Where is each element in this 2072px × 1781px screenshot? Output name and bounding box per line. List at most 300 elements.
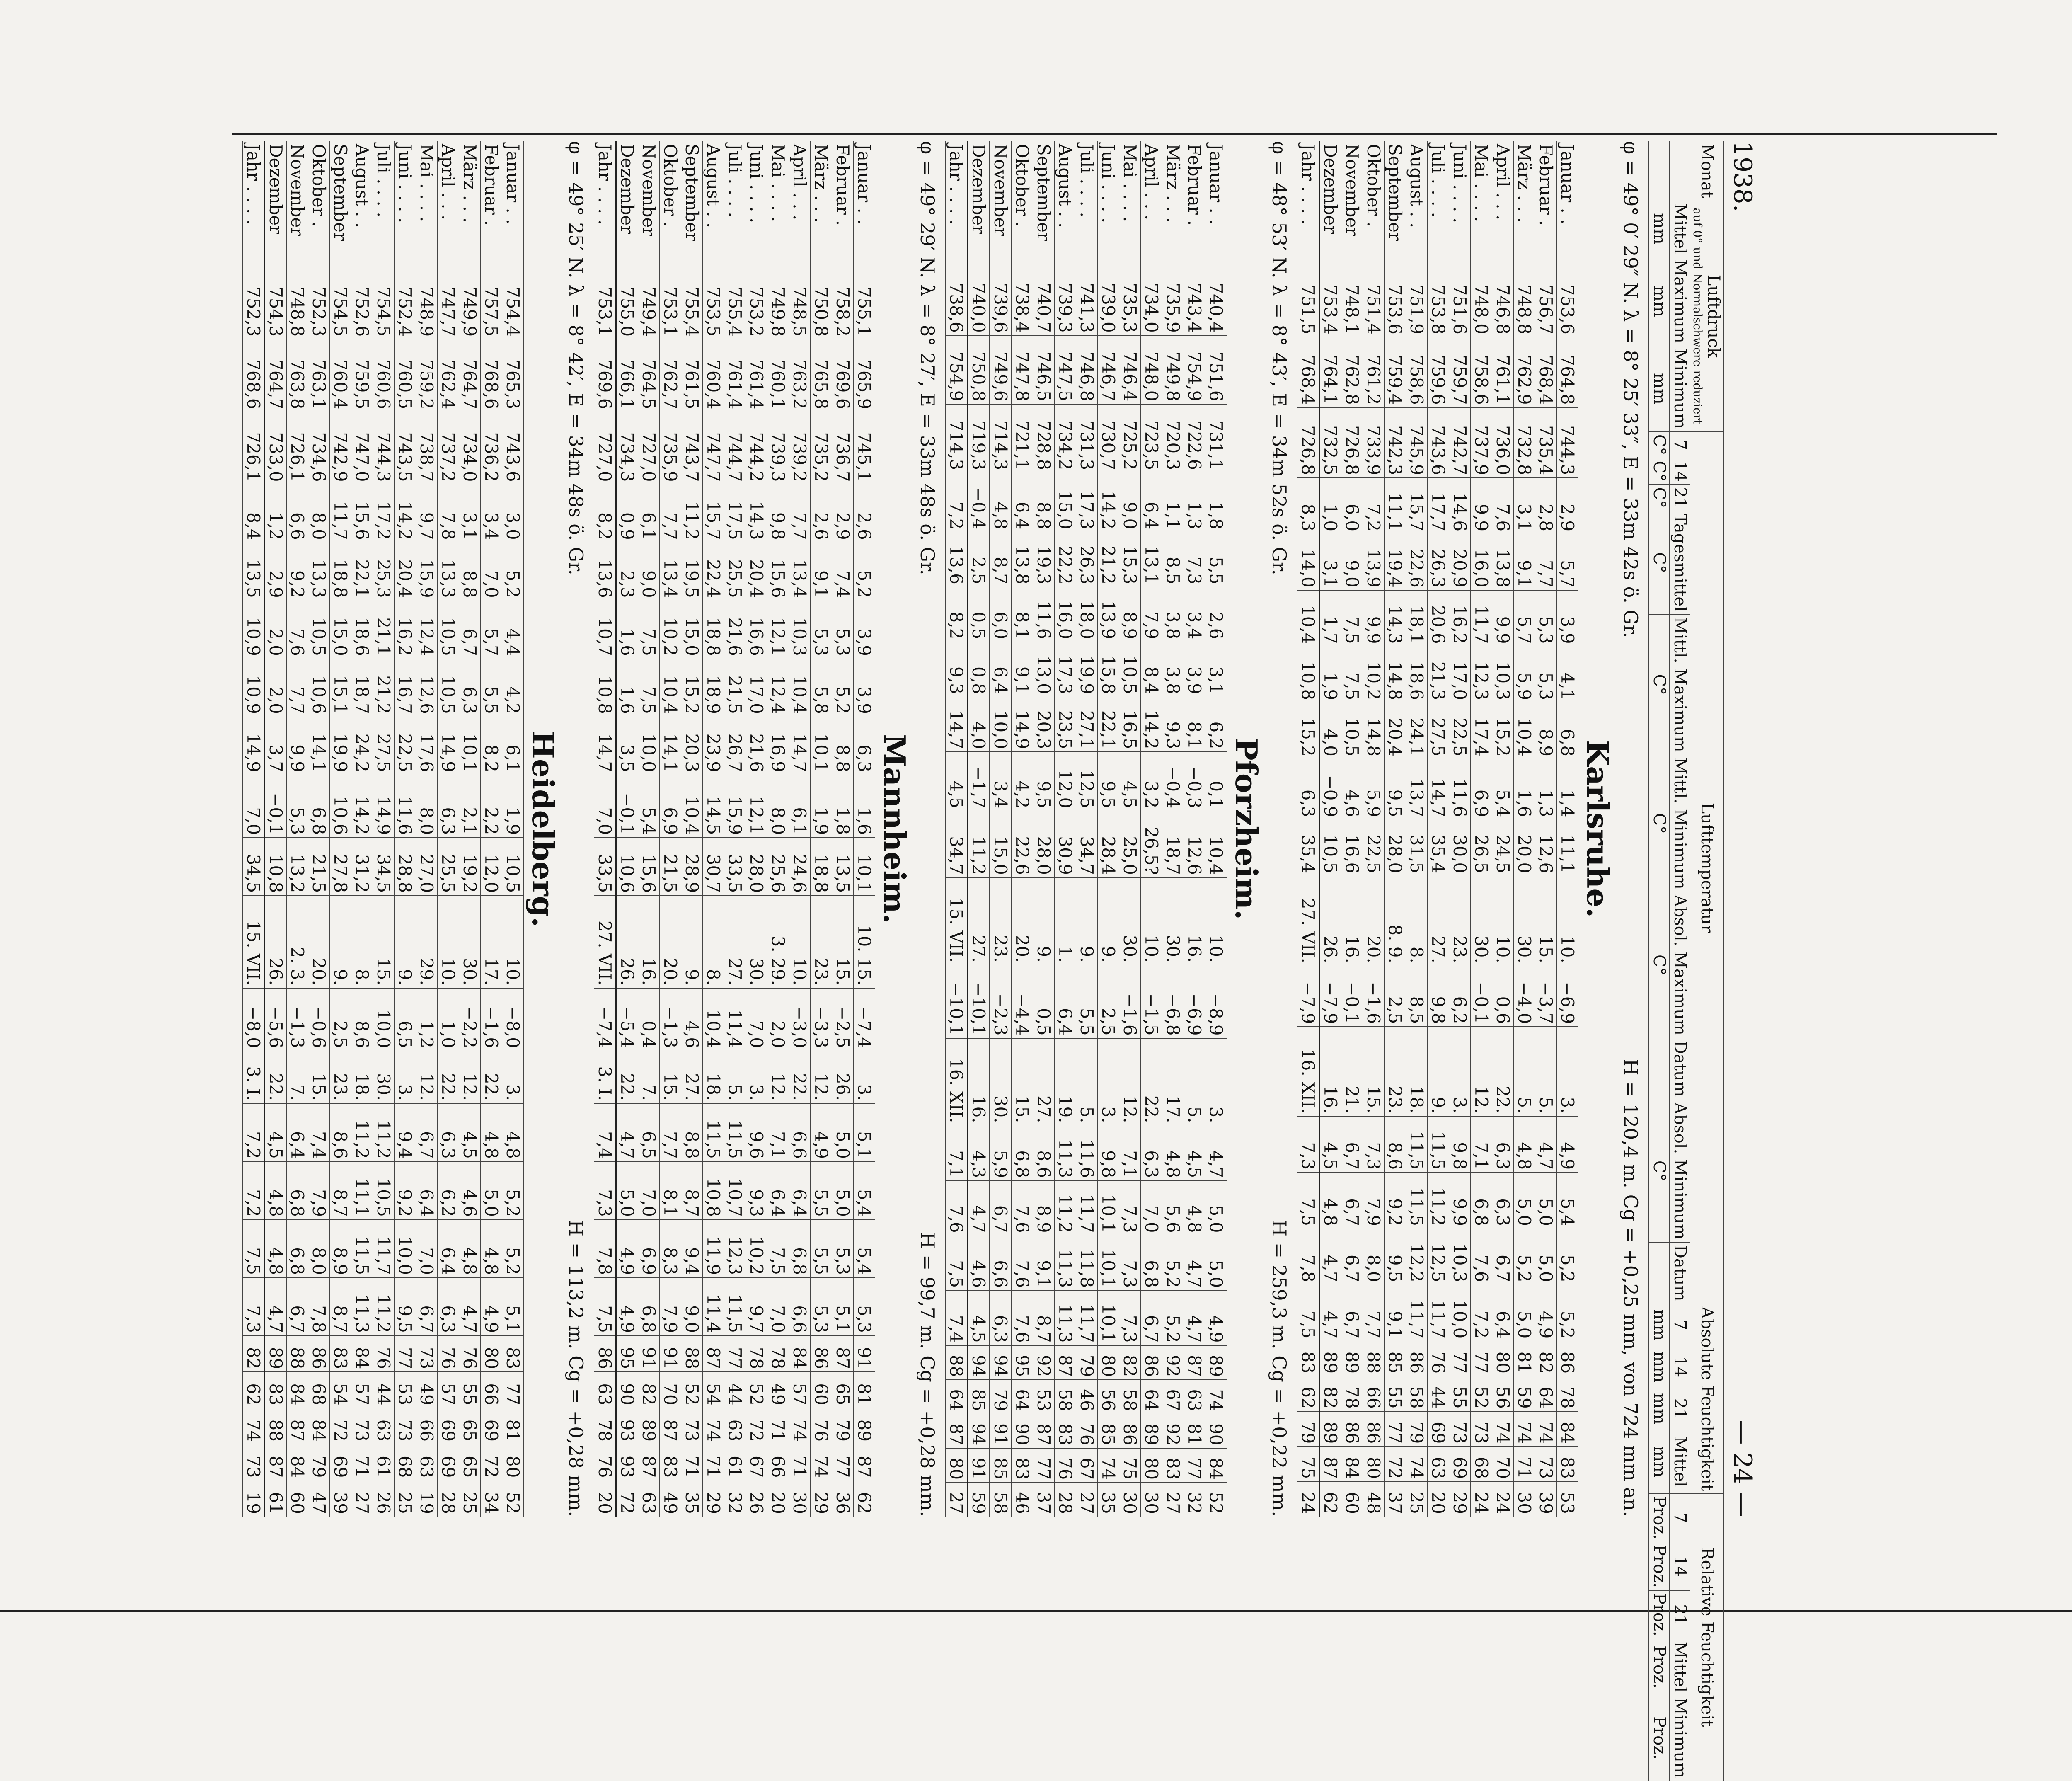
- col-header: 14: [1670, 1346, 1690, 1388]
- value-cell: 17.: [480, 896, 502, 989]
- value-cell: 88: [264, 1408, 286, 1444]
- value-cell: 11,5: [724, 1277, 746, 1335]
- value-cell: 3,9: [854, 601, 875, 659]
- table-row: [1097, 141, 1119, 1517]
- value-cell: 25,5: [724, 543, 746, 601]
- value-cell: −7,4: [854, 988, 875, 1051]
- value-cell: 725,2: [1119, 404, 1140, 473]
- value-cell: 83: [502, 1336, 524, 1372]
- value-cell: 55: [1384, 1376, 1406, 1412]
- value-cell: 6,4: [789, 1161, 811, 1219]
- value-cell: 19,5: [681, 543, 703, 601]
- value-cell: 9,1: [811, 543, 832, 601]
- value-cell: 4,9: [480, 1277, 502, 1335]
- value-cell: 744,7: [724, 412, 746, 485]
- value-cell: 742,9: [329, 412, 351, 485]
- value-cell: 4,9: [616, 1219, 638, 1277]
- value-cell: −8,9: [1205, 965, 1227, 1038]
- value-cell: 72: [329, 1408, 351, 1444]
- value-cell: 16,7: [394, 659, 416, 717]
- value-cell: 8,8: [832, 717, 854, 775]
- unit-header: mm: [1649, 1430, 1670, 1493]
- table-row: [616, 141, 638, 1517]
- value-cell: 737,9: [1471, 407, 1492, 478]
- table-row: [1449, 141, 1471, 1517]
- unit-header: mm: [1649, 1388, 1670, 1430]
- value-cell: 11,5: [351, 1219, 373, 1277]
- value-cell: 4,8: [480, 1219, 502, 1277]
- value-cell: 6,8: [286, 1219, 308, 1277]
- value-cell: 30,0: [1449, 820, 1471, 876]
- value-cell: 10.: [1205, 877, 1227, 965]
- value-cell: 4,7: [264, 1277, 286, 1335]
- value-cell: 22,6: [1011, 811, 1033, 878]
- value-cell: 762,7: [660, 339, 681, 412]
- value-cell: 753,1: [660, 267, 681, 339]
- value-cell: 15,6: [638, 838, 660, 896]
- value-cell: 91: [854, 1336, 875, 1372]
- value-cell: 6,4: [1011, 473, 1033, 532]
- value-cell: 764,1: [1319, 337, 1341, 407]
- value-cell: 15.: [1011, 1038, 1033, 1126]
- value-cell: 8,0: [767, 775, 789, 837]
- value-cell: 3,2: [1140, 752, 1162, 811]
- value-cell: −10,1: [946, 965, 968, 1038]
- value-cell: −5,4: [616, 988, 638, 1051]
- value-cell: 1,9: [811, 775, 832, 837]
- value-cell: 7,5: [946, 1236, 968, 1291]
- value-cell: 4,9: [1557, 1116, 1578, 1173]
- unit-blank: [1649, 141, 1670, 201]
- value-cell: 28,0: [1033, 811, 1054, 878]
- value-cell: 10,3: [789, 601, 811, 659]
- month-cell: März . . .: [1514, 141, 1535, 267]
- value-cell: 7,0: [242, 775, 264, 837]
- value-cell: 11,5: [1406, 1116, 1428, 1173]
- value-cell: 1,1: [1162, 473, 1184, 532]
- value-cell: 748,1: [1341, 267, 1363, 337]
- value-cell: 10,4: [1205, 811, 1227, 878]
- value-cell: 85: [990, 1448, 1011, 1483]
- value-cell: 5,9: [1514, 647, 1535, 703]
- value-cell: 1,8: [832, 775, 854, 837]
- value-cell: 744,3: [1557, 407, 1578, 478]
- value-cell: 85: [968, 1380, 990, 1414]
- month-cell: Jahr . . . .: [1297, 141, 1319, 267]
- value-cell: 16,0: [1054, 587, 1076, 642]
- value-cell: 758,2: [832, 267, 854, 339]
- value-cell: 30: [1140, 1483, 1162, 1517]
- table-row: [946, 141, 968, 1517]
- value-cell: 7,4: [594, 1103, 616, 1161]
- value-cell: 10,6: [308, 659, 329, 717]
- value-cell: 735,9: [660, 412, 681, 485]
- value-cell: 67: [1076, 1448, 1097, 1483]
- value-cell: 7,6: [1011, 1181, 1033, 1236]
- col-header: Mittl. Maximum: [1670, 614, 1690, 755]
- table-row: [264, 141, 286, 1517]
- value-cell: 35: [1097, 1483, 1119, 1517]
- value-cell: 37: [1033, 1483, 1054, 1517]
- value-cell: 726,8: [1341, 407, 1363, 478]
- value-cell: 748,0: [1471, 267, 1492, 337]
- value-cell: 10.: [789, 896, 811, 989]
- value-cell: 58: [1054, 1380, 1076, 1414]
- value-cell: 13,6: [946, 532, 968, 587]
- value-cell: −3,3: [811, 988, 832, 1051]
- table-row: [1033, 141, 1054, 1517]
- value-cell: 87: [832, 1336, 854, 1372]
- col-absfeucht: Absolute Feuchtigkeit: [1690, 1304, 1723, 1494]
- value-cell: 734,0: [1140, 267, 1162, 336]
- station-meta: [1268, 141, 1290, 1517]
- value-cell: 71: [681, 1444, 703, 1481]
- value-cell: 6,7: [416, 1103, 437, 1161]
- value-cell: 6,8: [1011, 1126, 1033, 1181]
- value-cell: 64: [1140, 1380, 1162, 1414]
- value-cell: 8,8: [1033, 473, 1054, 532]
- value-cell: 4,5: [1119, 752, 1140, 811]
- value-cell: 64: [1011, 1380, 1033, 1414]
- value-cell: 768,6: [480, 339, 502, 412]
- value-cell: 3. I.: [242, 1051, 264, 1104]
- col-header: 14: [1670, 458, 1690, 485]
- value-cell: −3,0: [789, 988, 811, 1051]
- value-cell: 29.: [416, 896, 437, 989]
- value-cell: 9,0: [1341, 534, 1363, 591]
- month-cell: April . . .: [789, 141, 811, 267]
- value-cell: 15,3: [1119, 532, 1140, 587]
- value-cell: 12,6: [1184, 811, 1205, 878]
- unit-header: mm: [1649, 257, 1670, 346]
- value-cell: 9,1: [1033, 1236, 1054, 1291]
- value-cell: 23.: [329, 1051, 351, 1104]
- col-relfeucht: Relative Feuchtigkeit: [1690, 1494, 1723, 1781]
- table-row: [1406, 141, 1428, 1517]
- value-cell: 15,2: [1297, 703, 1319, 759]
- value-cell: 60: [286, 1481, 308, 1517]
- value-cell: 10,2: [746, 1219, 767, 1277]
- station-coords: φ = 49° 25′ N. λ = 8° 42′, E = 34m 48s ö. Gr.: [565, 141, 588, 575]
- value-cell: 89: [1140, 1414, 1162, 1448]
- value-cell: 759,6: [1428, 337, 1449, 407]
- col-header: Mittl. Minimum: [1670, 755, 1690, 892]
- value-cell: 30: [1119, 1483, 1140, 1517]
- col-header: 7: [1670, 1304, 1690, 1346]
- table-row: [1011, 141, 1033, 1517]
- value-cell: 7,8: [1297, 1229, 1319, 1285]
- top-rule: [232, 133, 1997, 135]
- value-cell: −8,0: [242, 988, 264, 1051]
- value-cell: 6,4: [286, 1103, 308, 1161]
- col-header: Datum: [1670, 1242, 1690, 1304]
- value-cell: 78: [1557, 1376, 1578, 1412]
- value-cell: 86: [594, 1336, 616, 1372]
- value-cell: 2,0: [264, 601, 286, 659]
- value-cell: 76: [594, 1444, 616, 1481]
- value-cell: 10,7: [724, 1161, 746, 1219]
- value-cell: 2,2: [480, 775, 502, 837]
- value-cell: 46: [1011, 1483, 1033, 1517]
- value-cell: −1,3: [660, 988, 681, 1051]
- value-cell: 12,5: [1076, 752, 1097, 811]
- unit-header: C°: [1649, 511, 1670, 615]
- value-cell: 80: [502, 1444, 524, 1481]
- value-cell: 59: [1514, 1376, 1535, 1412]
- station-section: [242, 141, 587, 1517]
- value-cell: 26.: [1319, 876, 1341, 966]
- value-cell: 87: [286, 1408, 308, 1444]
- station-meta: [916, 141, 939, 1517]
- station-section: [945, 141, 1290, 1517]
- value-cell: 4,7: [1184, 1291, 1205, 1346]
- value-cell: 5.: [1076, 1038, 1097, 1126]
- value-cell: 3,9: [1184, 642, 1205, 697]
- luftdruck-subtitle: auf 0° und Normalschwere reduziert: [1691, 208, 1705, 425]
- value-cell: −1,6: [1119, 965, 1140, 1038]
- value-cell: 5,0: [832, 1103, 854, 1161]
- value-cell: 8,7: [990, 532, 1011, 587]
- table-row: [480, 141, 502, 1517]
- table-row: [394, 141, 416, 1517]
- value-cell: 18,1: [1406, 590, 1428, 647]
- value-cell: 21,3: [1428, 647, 1449, 703]
- month-cell: September: [1384, 141, 1406, 267]
- value-cell: 52: [681, 1372, 703, 1408]
- month-cell: Oktober .: [1011, 141, 1033, 267]
- value-cell: 7,2: [1363, 478, 1384, 534]
- value-cell: 14,1: [660, 717, 681, 775]
- month-cell: September: [1033, 141, 1054, 267]
- value-cell: 14,7: [789, 717, 811, 775]
- value-cell: 28: [1054, 1483, 1076, 1517]
- value-cell: 16.: [1319, 1027, 1341, 1116]
- value-cell: 3,8: [1162, 587, 1184, 642]
- value-cell: 5,2: [832, 659, 854, 717]
- value-cell: 19: [242, 1481, 264, 1517]
- value-cell: 70: [660, 1372, 681, 1408]
- value-cell: 4,1: [1557, 647, 1578, 703]
- value-cell: 749,9: [459, 267, 480, 339]
- value-cell: 8.: [703, 896, 724, 989]
- value-cell: 753,6: [1557, 267, 1578, 337]
- value-cell: 8,5: [1162, 532, 1184, 587]
- value-cell: 24,6: [789, 838, 811, 896]
- value-cell: 66: [1363, 1376, 1384, 1412]
- value-cell: 5.: [1535, 1027, 1557, 1116]
- value-cell: 1,4: [1557, 759, 1578, 820]
- value-cell: 93: [616, 1444, 638, 1481]
- value-cell: 751,6: [1205, 335, 1227, 404]
- value-cell: 6,3: [1140, 1126, 1162, 1181]
- value-cell: 63: [1428, 1447, 1449, 1482]
- value-cell: 15.: [1363, 1027, 1384, 1116]
- value-cell: 29: [703, 1481, 724, 1517]
- value-cell: 7,0: [638, 1161, 660, 1219]
- value-cell: 752,3: [308, 267, 329, 339]
- value-cell: 6,6: [789, 1103, 811, 1161]
- value-cell: 6,1: [502, 717, 524, 775]
- value-cell: 7,1: [1119, 1126, 1140, 1181]
- value-cell: 4,2: [502, 659, 524, 717]
- value-cell: 72: [1384, 1447, 1406, 1482]
- value-cell: 738,7: [416, 412, 437, 485]
- value-cell: 75: [1119, 1448, 1140, 1483]
- month-cell: Februar .: [832, 141, 854, 267]
- value-cell: 7,3: [1119, 1236, 1140, 1291]
- value-cell: 714,3: [990, 404, 1011, 473]
- value-cell: 4,7: [968, 1181, 990, 1236]
- unit-header: Proz.: [1649, 1695, 1670, 1781]
- table-row: [660, 141, 681, 1517]
- value-cell: 23,9: [703, 717, 724, 775]
- value-cell: 63: [638, 1481, 660, 1517]
- table-row: [832, 141, 854, 1517]
- value-cell: 6,8: [286, 1161, 308, 1219]
- value-cell: 12,3: [1471, 647, 1492, 703]
- month-cell: April . . .: [437, 141, 459, 267]
- value-cell: 10,5: [502, 838, 524, 896]
- value-cell: 16. XII.: [1297, 1027, 1319, 1116]
- value-cell: 85: [1384, 1341, 1406, 1376]
- value-cell: 18.: [703, 1051, 724, 1104]
- value-cell: 23,5: [1054, 697, 1076, 752]
- value-cell: 76: [811, 1408, 832, 1444]
- value-cell: 22.: [480, 1051, 502, 1104]
- value-cell: 79: [308, 1444, 329, 1481]
- value-cell: 58: [1119, 1380, 1140, 1414]
- value-cell: 49: [416, 1372, 437, 1408]
- value-cell: 18,6: [351, 601, 373, 659]
- value-cell: 0,5: [1033, 965, 1054, 1038]
- table-row: [1319, 141, 1341, 1517]
- value-cell: 6,8: [1140, 1236, 1162, 1291]
- value-cell: 20,0: [1514, 820, 1535, 876]
- value-cell: 753,1: [594, 267, 616, 339]
- value-cell: 89: [854, 1408, 875, 1444]
- month-cell: März . . .: [1162, 141, 1184, 267]
- value-cell: 7,7: [1363, 1285, 1384, 1341]
- value-cell: 9,1: [1514, 534, 1535, 591]
- value-cell: 81: [854, 1372, 875, 1408]
- table-row: [746, 141, 767, 1517]
- value-cell: 14,1: [308, 717, 329, 775]
- value-cell: 8,1: [1011, 587, 1033, 642]
- value-cell: 10,0: [394, 1219, 416, 1277]
- unit-header: C°: [1649, 485, 1670, 511]
- value-cell: 4,8: [502, 1103, 524, 1161]
- value-cell: 53: [394, 1372, 416, 1408]
- table-row: [1076, 141, 1097, 1517]
- value-cell: 11,5: [1428, 1116, 1449, 1173]
- table-row: [1205, 141, 1227, 1517]
- value-cell: 73: [351, 1408, 373, 1444]
- value-cell: 62: [854, 1481, 875, 1517]
- value-cell: 5,0: [1205, 1181, 1227, 1236]
- value-cell: 29: [811, 1481, 832, 1517]
- value-cell: 14,8: [1363, 703, 1384, 759]
- value-cell: 11,3: [1054, 1126, 1076, 1181]
- col-lufttemp: Lufttemperatur: [1690, 431, 1723, 1304]
- value-cell: 7.: [638, 1051, 660, 1104]
- value-cell: 22,1: [351, 543, 373, 601]
- month-cell: September: [329, 141, 351, 267]
- value-cell: 4,7: [459, 1277, 480, 1335]
- value-cell: 95: [616, 1336, 638, 1372]
- value-cell: 761,5: [681, 339, 703, 412]
- value-cell: 20,4: [746, 543, 767, 601]
- value-cell: 7,1: [1471, 1116, 1492, 1173]
- value-cell: 5,0: [1535, 1229, 1557, 1285]
- value-cell: 5,2: [502, 1161, 524, 1219]
- value-cell: 0,9: [616, 485, 638, 543]
- value-cell: 11,4: [724, 988, 746, 1051]
- value-cell: 10,9: [242, 601, 264, 659]
- value-cell: 8,7: [681, 1161, 703, 1219]
- value-cell: 8,9: [1119, 587, 1140, 642]
- month-cell: Juli . . . .: [724, 141, 746, 267]
- value-cell: −0,4: [968, 473, 990, 532]
- value-cell: 6,4: [1054, 965, 1076, 1038]
- value-cell: 91: [638, 1336, 660, 1372]
- page-number: — 24 —: [1728, 1420, 1757, 1517]
- value-cell: 27. VII.: [1297, 876, 1319, 966]
- value-cell: 9.: [1097, 877, 1119, 965]
- col-header: 21: [1670, 485, 1690, 511]
- value-cell: 21,6: [746, 717, 767, 775]
- value-cell: 7,3: [1184, 532, 1205, 587]
- value-cell: 10,6: [616, 838, 638, 896]
- value-cell: 64: [946, 1380, 968, 1414]
- value-cell: 6,3: [459, 659, 480, 717]
- value-cell: 10,0: [373, 988, 394, 1051]
- value-cell: 12.: [1119, 1038, 1140, 1126]
- value-cell: 0,8: [968, 642, 990, 697]
- station-name: Mannheim.: [877, 734, 913, 924]
- table-row: [968, 141, 990, 1517]
- value-cell: 77: [1449, 1341, 1471, 1376]
- value-cell: 7,1: [767, 1103, 789, 1161]
- value-cell: 736,7: [832, 412, 854, 485]
- value-cell: 4,5: [1184, 1126, 1205, 1181]
- value-cell: 71: [1514, 1447, 1535, 1482]
- value-cell: 11,1: [1384, 478, 1406, 534]
- value-cell: 9,8: [1097, 1126, 1119, 1181]
- value-cell: 82: [242, 1336, 264, 1372]
- value-cell: 69: [437, 1408, 459, 1444]
- value-cell: 4,8: [480, 1103, 502, 1161]
- month-cell: Oktober .: [660, 141, 681, 267]
- value-cell: 87: [1054, 1345, 1076, 1380]
- value-cell: 6,6: [286, 485, 308, 543]
- value-cell: −2,5: [832, 988, 854, 1051]
- value-cell: 20,9: [1449, 534, 1471, 591]
- value-cell: 745,1: [854, 412, 875, 485]
- month-cell: Februar .: [1535, 141, 1557, 267]
- value-cell: 84: [286, 1444, 308, 1481]
- value-cell: 734,3: [616, 412, 638, 485]
- value-cell: 6,7: [1341, 1116, 1363, 1173]
- unit-header: C°: [1649, 458, 1670, 485]
- value-cell: 78: [767, 1336, 789, 1372]
- value-cell: 746,4: [1119, 335, 1140, 404]
- value-cell: 5,2: [854, 543, 875, 601]
- value-cell: 733,9: [1363, 407, 1384, 478]
- value-cell: 14,2: [394, 485, 416, 543]
- value-cell: 30.: [1514, 876, 1535, 966]
- value-cell: 10,4: [681, 775, 703, 837]
- col-header: Absol. Minimum: [1670, 1100, 1690, 1242]
